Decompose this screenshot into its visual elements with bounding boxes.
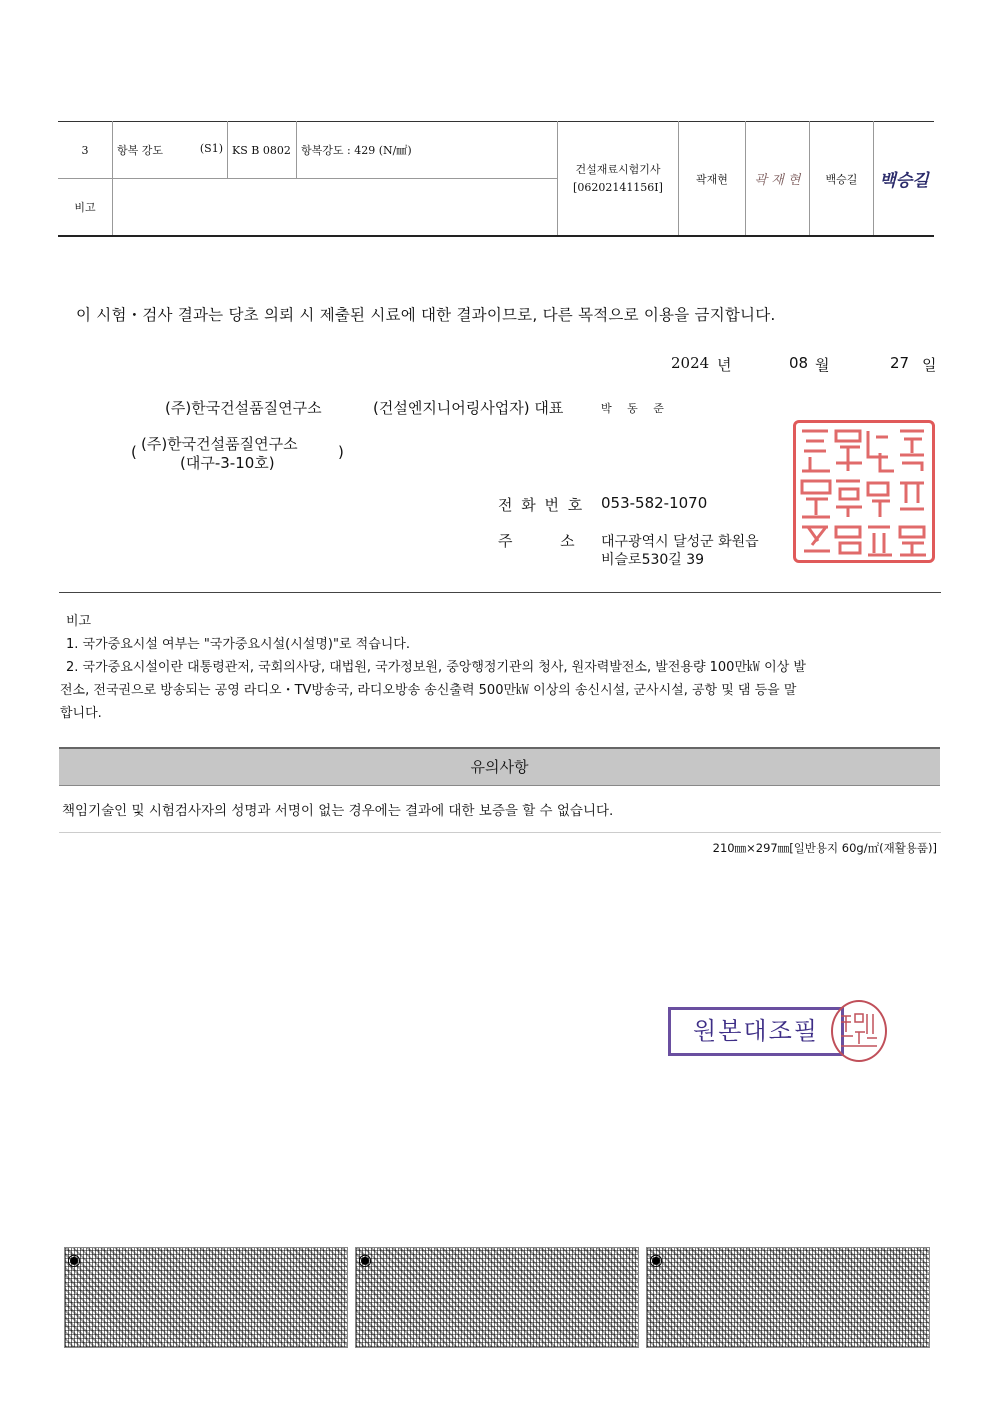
result-table — [58, 121, 934, 237]
representative: 박 동 준 — [601, 402, 670, 415]
remarks-title: 비고 — [66, 614, 92, 629]
address-line-2: 비슬로530길 39 — [601, 552, 705, 568]
paper-spec: 210㎜×297㎜[일반용지 60g/㎡(재활용품)] — [712, 841, 937, 855]
remarks-item-2a: 2. 국가중요시설이란 대통령관저, 국회의사당, 대법원, 국가정보원, 중앙행정기관의 청사, 원자력발전소, 발전용량 100만㎾ 이상 발 — [66, 660, 806, 675]
barcode-block-2 — [355, 1247, 639, 1348]
date-day-unit: 일 — [922, 356, 937, 374]
round-seal-glyphs — [833, 1002, 885, 1060]
test-result: 항복강도 : 429 (N/㎟) — [297, 122, 558, 179]
test-item-name: 항복 강도 — [117, 144, 164, 157]
paren-close: ) — [338, 443, 344, 461]
paren-open: ( — [131, 443, 137, 461]
address-line-1: 대구광역시 달성군 화원읍 — [601, 534, 759, 550]
date-day: 27 — [890, 354, 910, 372]
test-item-code: (S1) — [199, 142, 223, 155]
remarks-label: 비고 — [58, 179, 113, 237]
qualification: 건설재료시험기사 — [575, 162, 661, 176]
qualification-cell — [558, 122, 679, 237]
phone-label: 전 화 번 호 — [498, 496, 585, 514]
barcode-corner-icon: ◉ — [649, 1250, 663, 1269]
remarks-item-2b: 전소, 전국권으로 방송되는 공영 라디오・TV방송국, 라디오방송 송신출력 500만㎾ 이상의 송신시설, 군사시설, 공항 및 댐 등을 말 — [60, 683, 797, 698]
company-type: (건설엔지니어링사업자) 대표 — [373, 399, 564, 417]
remarks-item-2c: 합니다. — [60, 706, 102, 721]
date-month-unit: 월 — [815, 356, 830, 374]
phone-number: 053-582-1070 — [601, 494, 708, 512]
qualification-number: [06202141156I] — [573, 180, 663, 194]
remarks-item-1: 1. 국가중요시설 여부는 "국가중요시설(시설명)"로 적습니다. — [66, 637, 411, 652]
remarks-content — [113, 179, 558, 237]
round-seal — [831, 1000, 887, 1062]
remarks-section — [60, 610, 940, 725]
result-row — [58, 122, 934, 179]
tester-signature: 곽 재 현 — [746, 122, 810, 237]
test-item — [113, 122, 228, 179]
registration-number: (대구-3-10호) — [180, 454, 275, 472]
company-seal-glyphs — [796, 423, 932, 560]
date-year-unit: 년 — [717, 356, 732, 374]
address-label: 주 소 — [498, 532, 575, 550]
usage-notice: 이 시험・검사 결과는 당초 의뢰 시 제출된 시료에 대한 결과이므로, 다른 목적으로 이용을 금지합니다. — [76, 306, 776, 324]
barcode-block-1 — [64, 1247, 348, 1348]
tester-name: 곽재현 — [679, 122, 746, 237]
date-month: 08 — [789, 354, 809, 372]
barcode-corner-icon: ◉ — [358, 1250, 372, 1269]
reviewer-signature: 백승길 — [874, 122, 935, 237]
caution-text: 책임기술인 및 시험검사자의 성명과 서명이 없는 경우에는 결과에 대한 보증을 할 수 없습니다. — [62, 803, 614, 819]
test-standard: KS B 0802 — [228, 122, 297, 179]
company-name-2: (주)한국건설품질연구소 — [141, 435, 298, 453]
row-number: 3 — [58, 122, 113, 179]
date-year: 2024 — [671, 354, 710, 372]
company-seal — [793, 420, 935, 563]
barcode-corner-icon: ◉ — [67, 1250, 81, 1269]
reviewer-name: 백승길 — [810, 122, 874, 237]
barcode-block-3 — [646, 1247, 930, 1348]
original-copy-stamp: 원본대조필 — [668, 1007, 844, 1056]
company-name: (주)한국건설품질연구소 — [165, 399, 322, 417]
caution-banner: 유의사항 — [59, 747, 940, 786]
